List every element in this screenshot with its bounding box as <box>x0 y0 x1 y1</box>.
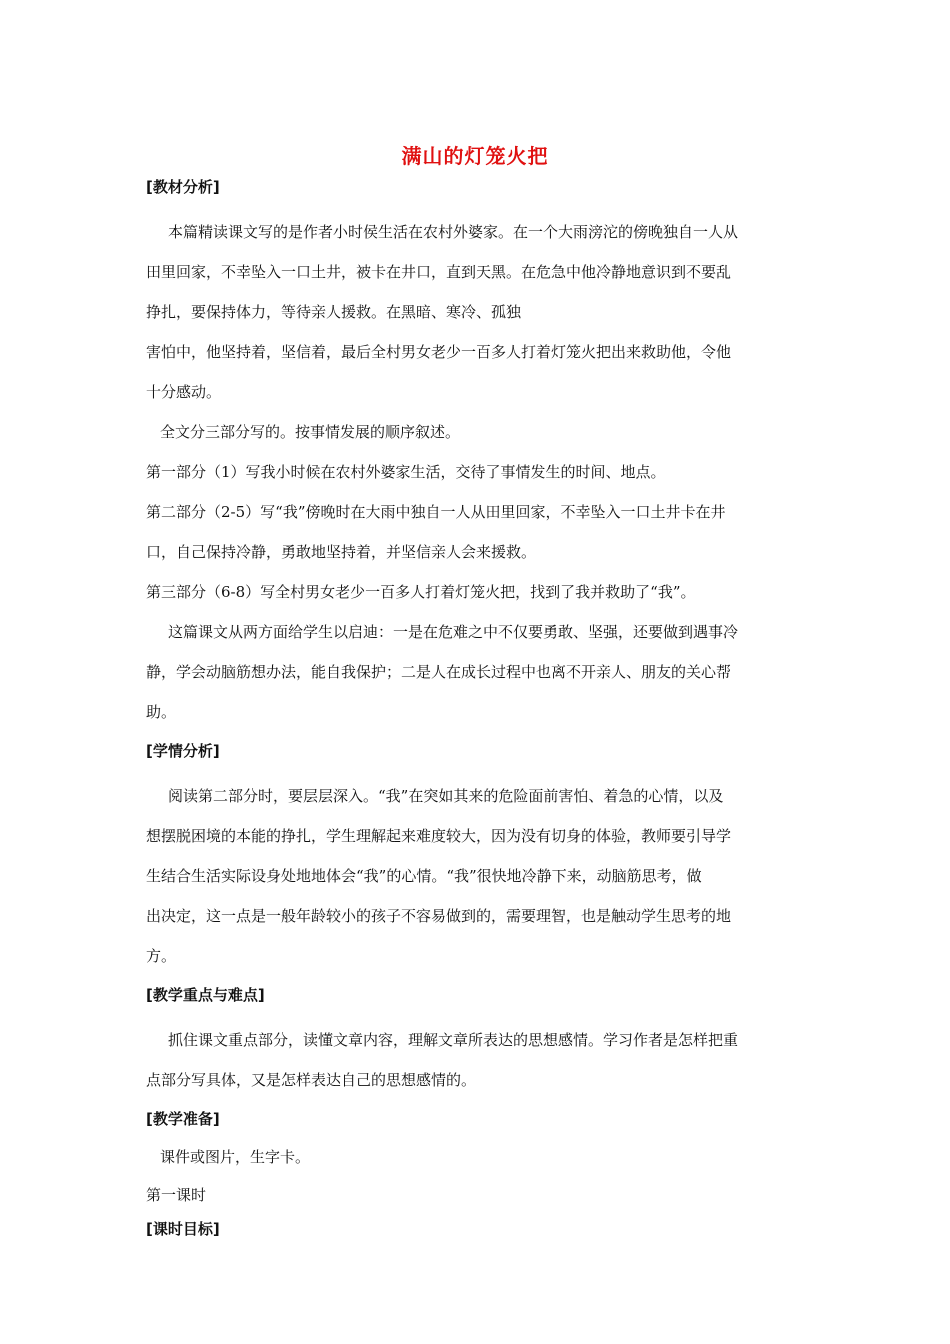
prep-text: 课件或图片，生字卡。 <box>160 1148 311 1166</box>
analysis-line: 本篇精读课文写的是作者小时侯生活在农村外婆家。在一个大雨滂沱的傍晚独自一人从 <box>168 223 739 241</box>
student-line: 方。 <box>146 947 177 965</box>
part-one: 第一部分（1）写我小时候在农村外婆家生活，交待了事情发生的时间、地点。 <box>146 463 666 481</box>
student-line: 生结合生活实际设身处地地体会“我”的心情。“我”很快地冷静下来，动脑筋思考，做 <box>146 867 702 885</box>
document-body <box>146 176 808 1240</box>
focus-line: 抓住课文重点部分，读懂文章内容，理解文章所表达的思想感情。学习作者是怎样把重 <box>168 1031 739 1049</box>
student-heading: [学情分析] <box>146 742 220 760</box>
analysis-heading: [教材分析] <box>146 178 220 196</box>
student-line: 阅读第二部分时，要层层深入。“我”在突如其来的危险面前害怕、着急的心情，以及 <box>168 787 724 805</box>
lesson-label: 第一课时 <box>146 1186 207 1204</box>
goal-heading: [课时目标] <box>146 1220 220 1238</box>
document-title: 满山的灯笼火把 <box>401 144 549 168</box>
analysis-line: 害怕中，他坚持着，坚信着，最后全村男女老少一百多人打着灯笼火把出来救助他，令他 <box>146 343 732 361</box>
student-line: 出决定，这一点是一般年龄较小的孩子不容易做到的，需要理智，也是触动学生思考的地 <box>146 907 732 925</box>
enlighten-line: 这篇课文从两方面给学生以启迪：一是在危难之中不仅要勇敢、坚强，还要做到遇事冷 <box>168 623 739 641</box>
analysis-line: 挣扎，要保持体力，等待亲人援救。在黑暗、寒冷、孤独 <box>146 303 522 321</box>
part-two-line: 第二部分（2-5）写“我”傍晚时在大雨中独自一人从田里回家，不幸坠入一口土井卡在井 <box>146 503 726 521</box>
analysis-line: 田里回家，不幸坠入一口土井，被卡在井口，直到天黑。在危急中他冷静地意识到不要乱 <box>146 263 732 281</box>
enlighten-line: 助。 <box>146 703 177 721</box>
enlighten-line: 静，学会动脑筋想办法，能自我保护；二是人在成长过程中也离不开亲人、朋友的关心帮 <box>146 663 732 681</box>
prep-heading: [教学准备] <box>146 1110 220 1128</box>
structure-intro: 全文分三部分写的。按事情发展的顺序叙述。 <box>160 423 461 441</box>
focus-heading: [教学重点与难点] <box>146 986 265 1004</box>
student-line: 想摆脱困境的本能的挣扎，学生理解起来难度较大，因为没有切身的体验，教师要引导学 <box>146 827 732 845</box>
part-two-line: 口，自己保持冷静，勇敢地坚持着，并坚信亲人会来援救。 <box>146 543 537 561</box>
analysis-line: 十分感动。 <box>146 383 222 401</box>
focus-line: 点部分写具体，又是怎样表达自己的思想感情的。 <box>146 1071 477 1089</box>
part-three: 第三部分（6-8）写全村男女老少一百多人打着灯笼火把，找到了我并救助了“我”。 <box>146 583 696 601</box>
